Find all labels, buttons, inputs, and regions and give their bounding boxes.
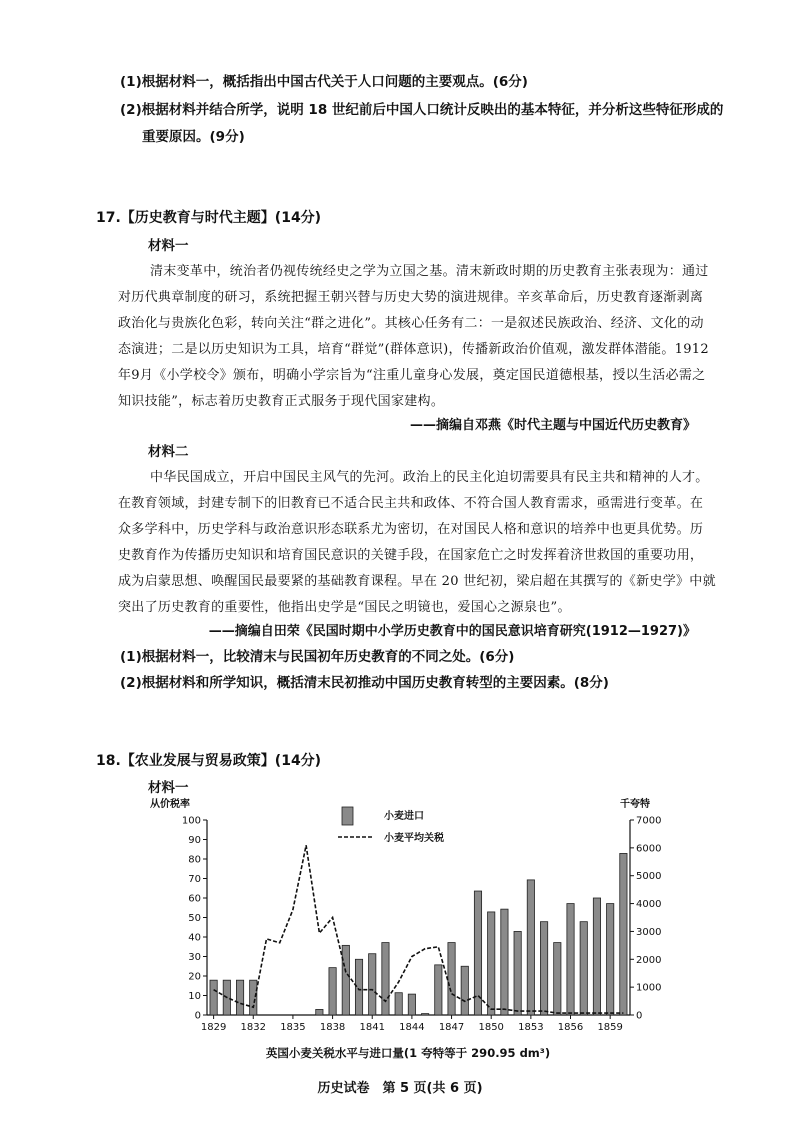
x-tick-label: 1829 [200,1022,227,1033]
q17-material1-line-3: 政治化与贵族化色彩，转向关注“群之进化”。其核心任务有二：一是叙述民族政治、经济、文化的动 [118,316,704,331]
q16-subquestion-1: (1)根据材料一，概括指出中国古代关于人口问题的主要观点。(6分) [120,74,528,90]
q17-subquestion-2: (2)根据材料和所学知识，概括清末民初推动中国历史教育转型的主要因素。(8分) [120,675,609,691]
q17-material1-line-4: 态演进；二是以历史知识为工具，培育“群觉”(群体意识)，传播新政治价值观，激发群体潜能。1912 [118,342,709,357]
x-tick-label: 1841 [359,1022,385,1033]
y-right-tick-label: 7000 [636,815,662,827]
q17-heading: 17.【历史教育与时代主题】(14分) [96,210,322,226]
x-tick-label: 1859 [597,1022,623,1033]
import-bar [382,943,389,1015]
import-bar [620,853,627,1015]
q17-material2-label: 材料二 [148,444,189,460]
y-left-tick-label: 20 [188,971,201,983]
import-bar [435,965,442,1015]
import-bar [461,966,468,1015]
y-axis-left-label: 从价税率 [150,799,190,810]
import-bar [501,909,508,1015]
q17-material1-line-6: 知识技能”，标志着历史教育正式服务于现代国家建构。 [118,394,445,409]
y-left-tick-label: 10 [188,991,201,1002]
import-bar [408,994,415,1015]
chart-title: 英国小麦关税水平与进口量(1 夸特等于 290.95 dm³) [265,1046,551,1060]
y-left-tick-label: 50 [188,913,201,924]
q17-material2-line-2: 在教育领域，封建专制下的旧教育已不适合民主共和政体、不符合国人教育需求，亟需进行变革。在 [118,496,704,511]
x-tick-label: 1835 [280,1022,306,1033]
import-bar [395,993,402,1015]
y-left-tick-label: 80 [188,854,201,866]
y-left-tick-label: 40 [188,932,201,944]
q16-subquestion-2-line2: 重要原因。(9分) [142,129,245,145]
q17-material2-line-1: 中华民国成立，开启中国民主风气的先河。政治上的民主化迫切需要具有民主共和精神的人才。 [150,470,709,485]
x-tick-label: 1844 [399,1022,425,1033]
y-left-tick-label: 100 [181,815,201,827]
x-tick-label: 1847 [438,1022,465,1033]
y-left-tick-label: 30 [188,952,201,963]
import-bar [567,904,574,1015]
y-left-tick-label: 0 [194,1010,201,1022]
q17-material1-source: ——摘编自邓燕《时代主题与中国近代历史教育》 [409,418,696,433]
import-bar [421,1014,428,1015]
tariff-import-chart [150,795,670,1065]
import-bar [527,880,534,1015]
y-right-tick-label: 5000 [636,871,662,883]
y-left-tick-label: 70 [188,874,201,885]
x-tick-label: 1856 [557,1022,584,1033]
y-right-tick-label: 4000 [636,899,662,911]
y-axis-right-label: 千夸特 [620,799,650,810]
import-bar [210,980,217,1015]
y-right-tick-label: 3000 [636,926,662,938]
import-bar [316,1009,323,1015]
import-bar [514,931,521,1015]
import-bar [580,922,587,1015]
q17-subquestion-1: (1)根据材料一，比较清末与民国初年历史教育的不同之处。(6分) [120,649,515,665]
legend-bar-swatch [342,807,353,825]
y-right-tick-label: 0 [636,1010,643,1022]
q18-heading: 18.【农业发展与贸易政策】(14分) [96,753,322,769]
import-bar [236,980,243,1015]
q18-material1-label: 材料一 [148,780,189,796]
y-left-tick-label: 60 [188,893,201,905]
legend-line-label: 小麦平均关税 [384,833,444,844]
x-tick-label: 1850 [478,1022,504,1033]
import-bar [488,912,495,1015]
page-footer: 历史试卷 第 5 页(共 6 页) [317,1081,483,1096]
x-tick-label: 1832 [240,1022,266,1033]
q17-material2-line-5: 成为启蒙思想、唤醒国民最要紧的基础教育课程。早在 20 世纪初，梁启超在其撰写的《新史学》中就 [118,574,716,589]
import-bar [355,959,362,1015]
y-right-tick-label: 6000 [636,843,662,855]
import-bar [329,968,336,1015]
import-bar [540,922,547,1015]
import-bar [250,980,257,1015]
legend-bar-label: 小麦进口 [384,811,424,822]
q16-subquestion-2-line1: (2)根据材料并结合所学，说明 18 世纪前后中国人口统计反映出的基本特征，并分析这些特征形成的 [120,102,724,118]
import-bar [607,904,614,1015]
import-bar [448,943,455,1015]
import-bar [554,943,561,1015]
q17-material1-line-1: 清末变革中，统治者仍视传统经史之学为立国之基。清末新政时期的历史教育主张表现为：通过 [150,264,709,279]
y-right-tick-label: 1000 [636,982,662,994]
tariff-line [214,845,624,1013]
q17-material1-line-5: 年9月《小学校令》颁布，明确小学宗旨为“注重儿童身心发展，奠定国民道德根基，授以生活必需之 [118,368,706,383]
import-bar [342,945,349,1015]
q17-material1-label: 材料一 [148,238,189,254]
import-bar [593,898,600,1015]
x-tick-label: 1838 [319,1022,346,1033]
q17-material2-line-3: 众多学科中，历史学科与政治意识形态联系尤为密切，在对国民人格和意识的培养中也更具优势。历 [118,522,704,537]
q17-material2-source: ——摘编自田荣《民国时期中小学历史教育中的国民意识培育研究(1912—1927)》 [208,624,696,639]
x-tick-label: 1853 [518,1022,544,1033]
import-bar [369,954,376,1015]
y-right-tick-label: 2000 [636,954,662,966]
y-left-tick-label: 90 [188,835,201,846]
q17-material2-line-4: 史教育作为传播历史知识和培育国民意识的关键手段，在国家危亡之时发挥着济世救国的重要功用， [118,548,704,563]
q17-material1-line-2: 对历代典章制度的研习，系统把握王朝兴替与历史大势的演进规律。辛亥革命后，历史教育逐渐剥离 [118,290,704,305]
q17-material2-line-6: 突出了历史教育的重要性，他指出史学是“国民之明镜也，爱国心之源泉也”。 [118,600,571,615]
